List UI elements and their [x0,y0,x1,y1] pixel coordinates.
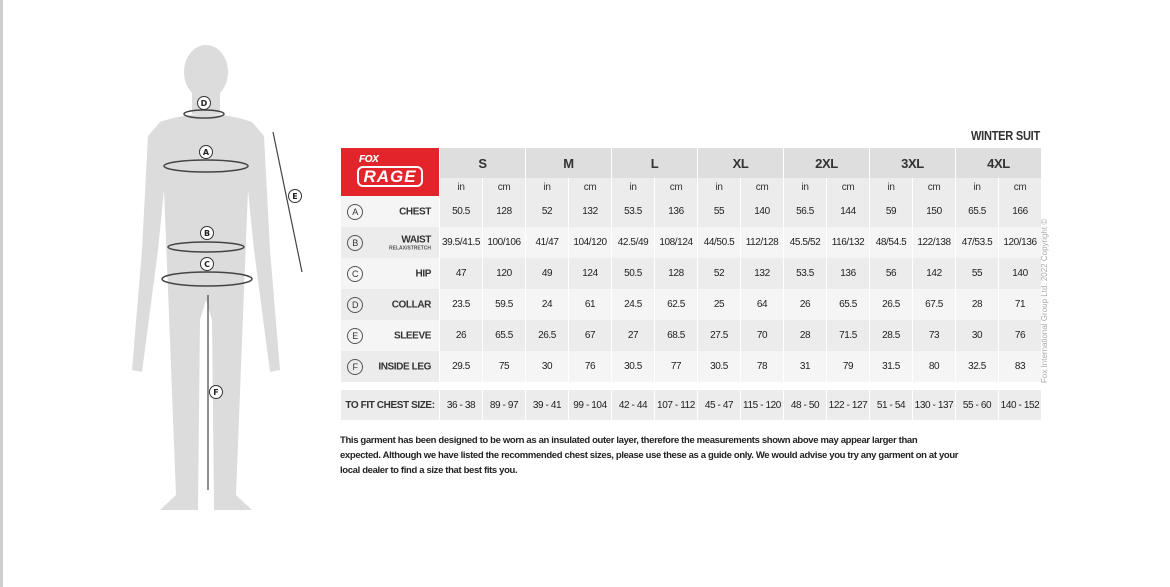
size-header-l: L [612,148,697,178]
measure-value: 132 [569,196,611,227]
measure-value: 150 [913,196,955,227]
svg-text:E: E [292,192,298,201]
measure-value: 166 [999,196,1041,227]
measure-value: 67 [569,320,611,351]
svg-text:D: D [200,99,208,108]
measure-name: HIP [415,268,431,279]
size-header-m: M [526,148,611,178]
fit-chest-value: 122 - 127 [827,390,869,420]
measure-value: 68.5 [655,320,697,351]
measure-letter-badge: D [347,297,363,313]
measure-value: 73 [913,320,955,351]
unit-label: in [784,178,826,196]
unit-label: cm [569,178,611,196]
marker-b [201,227,214,240]
svg-text:C: C [204,260,210,269]
measure-value: 49 [526,258,568,289]
fit-chest-value: 140 - 152 [999,390,1041,420]
measure-value: 45.5/52 [784,227,826,258]
measure-value: 142 [913,258,955,289]
table-title: WINTER SUIT [970,128,1040,143]
measure-subtitle: RELAX/STRETCH [389,245,431,251]
garment-note: This garment has been designed to be worn as an insulated outer layer, therefore the measurements shown above may appear larger than expected. Although we have listed the recommended chest sizes, please use these as a guide only. We would advise you try any garment on at your local dealer to find a size that best fits you. [340,435,959,476]
measure-value: 76 [569,351,611,382]
measure-value: 140 [999,258,1041,289]
unit-label: cm [741,178,783,196]
measure-value: 52 [526,196,568,227]
measure-value: 128 [483,196,525,227]
marker-d [198,97,211,110]
measure-value: 53.5 [784,258,826,289]
measure-value: 31 [784,351,826,382]
measure-value: 108/124 [655,227,697,258]
measure-value: 32.5 [956,351,998,382]
measure-value: 65.5 [483,320,525,351]
svg-text:B: B [203,229,211,238]
measure-row-chest [341,196,1041,227]
measure-name: WAIST [401,234,431,245]
measure-row-sleeve [341,320,1041,351]
measure-value: 140 [741,196,783,227]
measure-value: 52 [698,258,740,289]
measure-value: 29.5 [440,351,482,382]
logo-fox-text: FOX [359,154,379,165]
measure-name: INSIDE LEG [378,361,431,372]
measure-value: 56.5 [784,196,826,227]
measure-row-inside-leg [341,351,1041,382]
unit-label: in [612,178,654,196]
measure-value: 47/53.5 [956,227,998,258]
measure-value: 104/120 [569,227,611,258]
body-figure-svg [120,40,320,515]
fit-chest-row [341,390,1041,420]
size-chart-table [340,148,1042,420]
spacer-row [341,382,1041,390]
measure-label [341,320,439,351]
unit-label: in [956,178,998,196]
measure-value: 144 [827,196,869,227]
measure-row-waist [341,227,1041,258]
measure-value: 55 [956,258,998,289]
measure-value: 136 [827,258,869,289]
svg-text:F: F [213,388,219,397]
fit-chest-value: 36 - 38 [440,390,482,420]
measure-value: 28 [784,320,826,351]
marker-f [210,386,223,399]
measure-value: 71.5 [827,320,869,351]
measure-value: 112/128 [741,227,783,258]
measure-value: 100/106 [483,227,525,258]
measure-name: SLEEVE [393,330,431,341]
fit-chest-value: 55 - 60 [956,390,998,420]
fit-chest-value: 48 - 50 [784,390,826,420]
measure-value: 64 [741,289,783,320]
unit-label: in [526,178,568,196]
measure-value: 48/54.5 [870,227,912,258]
fit-chest-value: 99 - 104 [569,390,611,420]
measure-value: 67.5 [913,289,955,320]
measure-value: 116/132 [827,227,869,258]
measure-value: 122/138 [913,227,955,258]
measure-value: 128 [655,258,697,289]
measure-label [341,289,439,320]
fit-chest-value: 107 - 112 [655,390,697,420]
fit-chest-value: 45 - 47 [698,390,740,420]
measure-name-wrap [389,234,431,251]
measure-value: 76 [999,320,1041,351]
measure-value: 136 [655,196,697,227]
size-header-3xl: 3XL [870,148,955,178]
measure-value: 61 [569,289,611,320]
logo-rage-text: RAGE [357,166,422,187]
measure-letter-badge: C [347,266,363,282]
measure-value: 26.5 [870,289,912,320]
measure-name: CHEST [399,206,431,217]
svg-text:A: A [202,148,210,157]
measure-value: 30 [956,320,998,351]
measure-name-wrap [392,299,431,310]
measure-value: 50.5 [440,196,482,227]
measure-value: 77 [655,351,697,382]
size-header-s: S [440,148,525,178]
fit-chest-label: TO FIT CHEST SIZE: [341,390,439,420]
measure-value: 56 [870,258,912,289]
fit-chest-value: 39 - 41 [526,390,568,420]
measure-value: 24.5 [612,289,654,320]
measure-value: 41/47 [526,227,568,258]
measure-name-wrap [378,361,431,372]
marker-c [201,258,214,271]
fit-chest-value: 130 - 137 [913,390,955,420]
measure-value: 47 [440,258,482,289]
unit-label: cm [999,178,1041,196]
size-header-2xl: 2XL [784,148,869,178]
measure-value: 30 [526,351,568,382]
measure-value: 28 [956,289,998,320]
measure-value: 78 [741,351,783,382]
unit-label: cm [913,178,955,196]
measure-value: 27.5 [698,320,740,351]
measure-label [341,227,439,258]
measure-value: 23.5 [440,289,482,320]
measure-value: 28.5 [870,320,912,351]
fit-chest-value: 115 - 120 [741,390,783,420]
measure-value: 30.5 [698,351,740,382]
left-border [0,0,3,587]
measure-label [341,196,439,227]
measure-name: COLLAR [391,299,431,310]
body-silhouette [132,45,280,510]
spacer-cell [341,382,1041,390]
measure-value: 120/136 [999,227,1041,258]
fit-chest-value: 42 - 44 [612,390,654,420]
unit-label: cm [655,178,697,196]
measure-letter-badge: F [347,359,363,375]
measure-value: 75 [483,351,525,382]
size-header-row [341,148,1041,178]
measure-value: 25 [698,289,740,320]
size-header-4xl: 4XL [956,148,1041,178]
measure-value: 26 [784,289,826,320]
measure-value: 24 [526,289,568,320]
measure-value: 79 [827,351,869,382]
measure-label [341,258,439,289]
measure-value: 39.5/41.5 [440,227,482,258]
unit-header-row [341,178,1041,196]
measure-value: 80 [913,351,955,382]
measure-value: 124 [569,258,611,289]
measure-value: 132 [741,258,783,289]
measure-value: 31.5 [870,351,912,382]
fox-rage-logo [341,148,439,196]
measure-value: 53.5 [612,196,654,227]
measure-row-hip [341,258,1041,289]
measure-letter-badge: E [347,328,363,344]
measure-value: 65.5 [827,289,869,320]
unit-label: in [870,178,912,196]
marker-e [289,190,302,203]
copyright-text: Fox International Group Ltd. 2022 Copyright © [1040,218,1049,383]
unit-label: cm [483,178,525,196]
measure-value: 59 [870,196,912,227]
marker-a [200,146,213,159]
body-measurement-diagram [120,40,320,515]
measure-name-wrap [394,330,431,341]
measure-value: 70 [741,320,783,351]
fit-chest-value: 51 - 54 [870,390,912,420]
measure-value: 26.5 [526,320,568,351]
measure-label [341,351,439,382]
fit-chest-value: 89 - 97 [483,390,525,420]
measure-value: 44/50.5 [698,227,740,258]
size-header-xl: XL [698,148,783,178]
unit-label: cm [827,178,869,196]
measure-value: 27 [612,320,654,351]
measure-value: 71 [999,289,1041,320]
measure-letter-badge: B [347,235,363,251]
measure-value: 62.5 [655,289,697,320]
measure-value: 30.5 [612,351,654,382]
measure-name-wrap [399,206,431,217]
measure-row-collar [341,289,1041,320]
measure-name-wrap [416,268,431,279]
measure-value: 83 [999,351,1041,382]
unit-label: in [698,178,740,196]
measure-value: 42.5/49 [612,227,654,258]
unit-label: in [440,178,482,196]
measure-value: 26 [440,320,482,351]
measure-value: 120 [483,258,525,289]
measure-value: 59.5 [483,289,525,320]
measure-value: 50.5 [612,258,654,289]
measure-value: 65.5 [956,196,998,227]
measure-value: 55 [698,196,740,227]
measure-letter-badge: A [347,204,363,220]
